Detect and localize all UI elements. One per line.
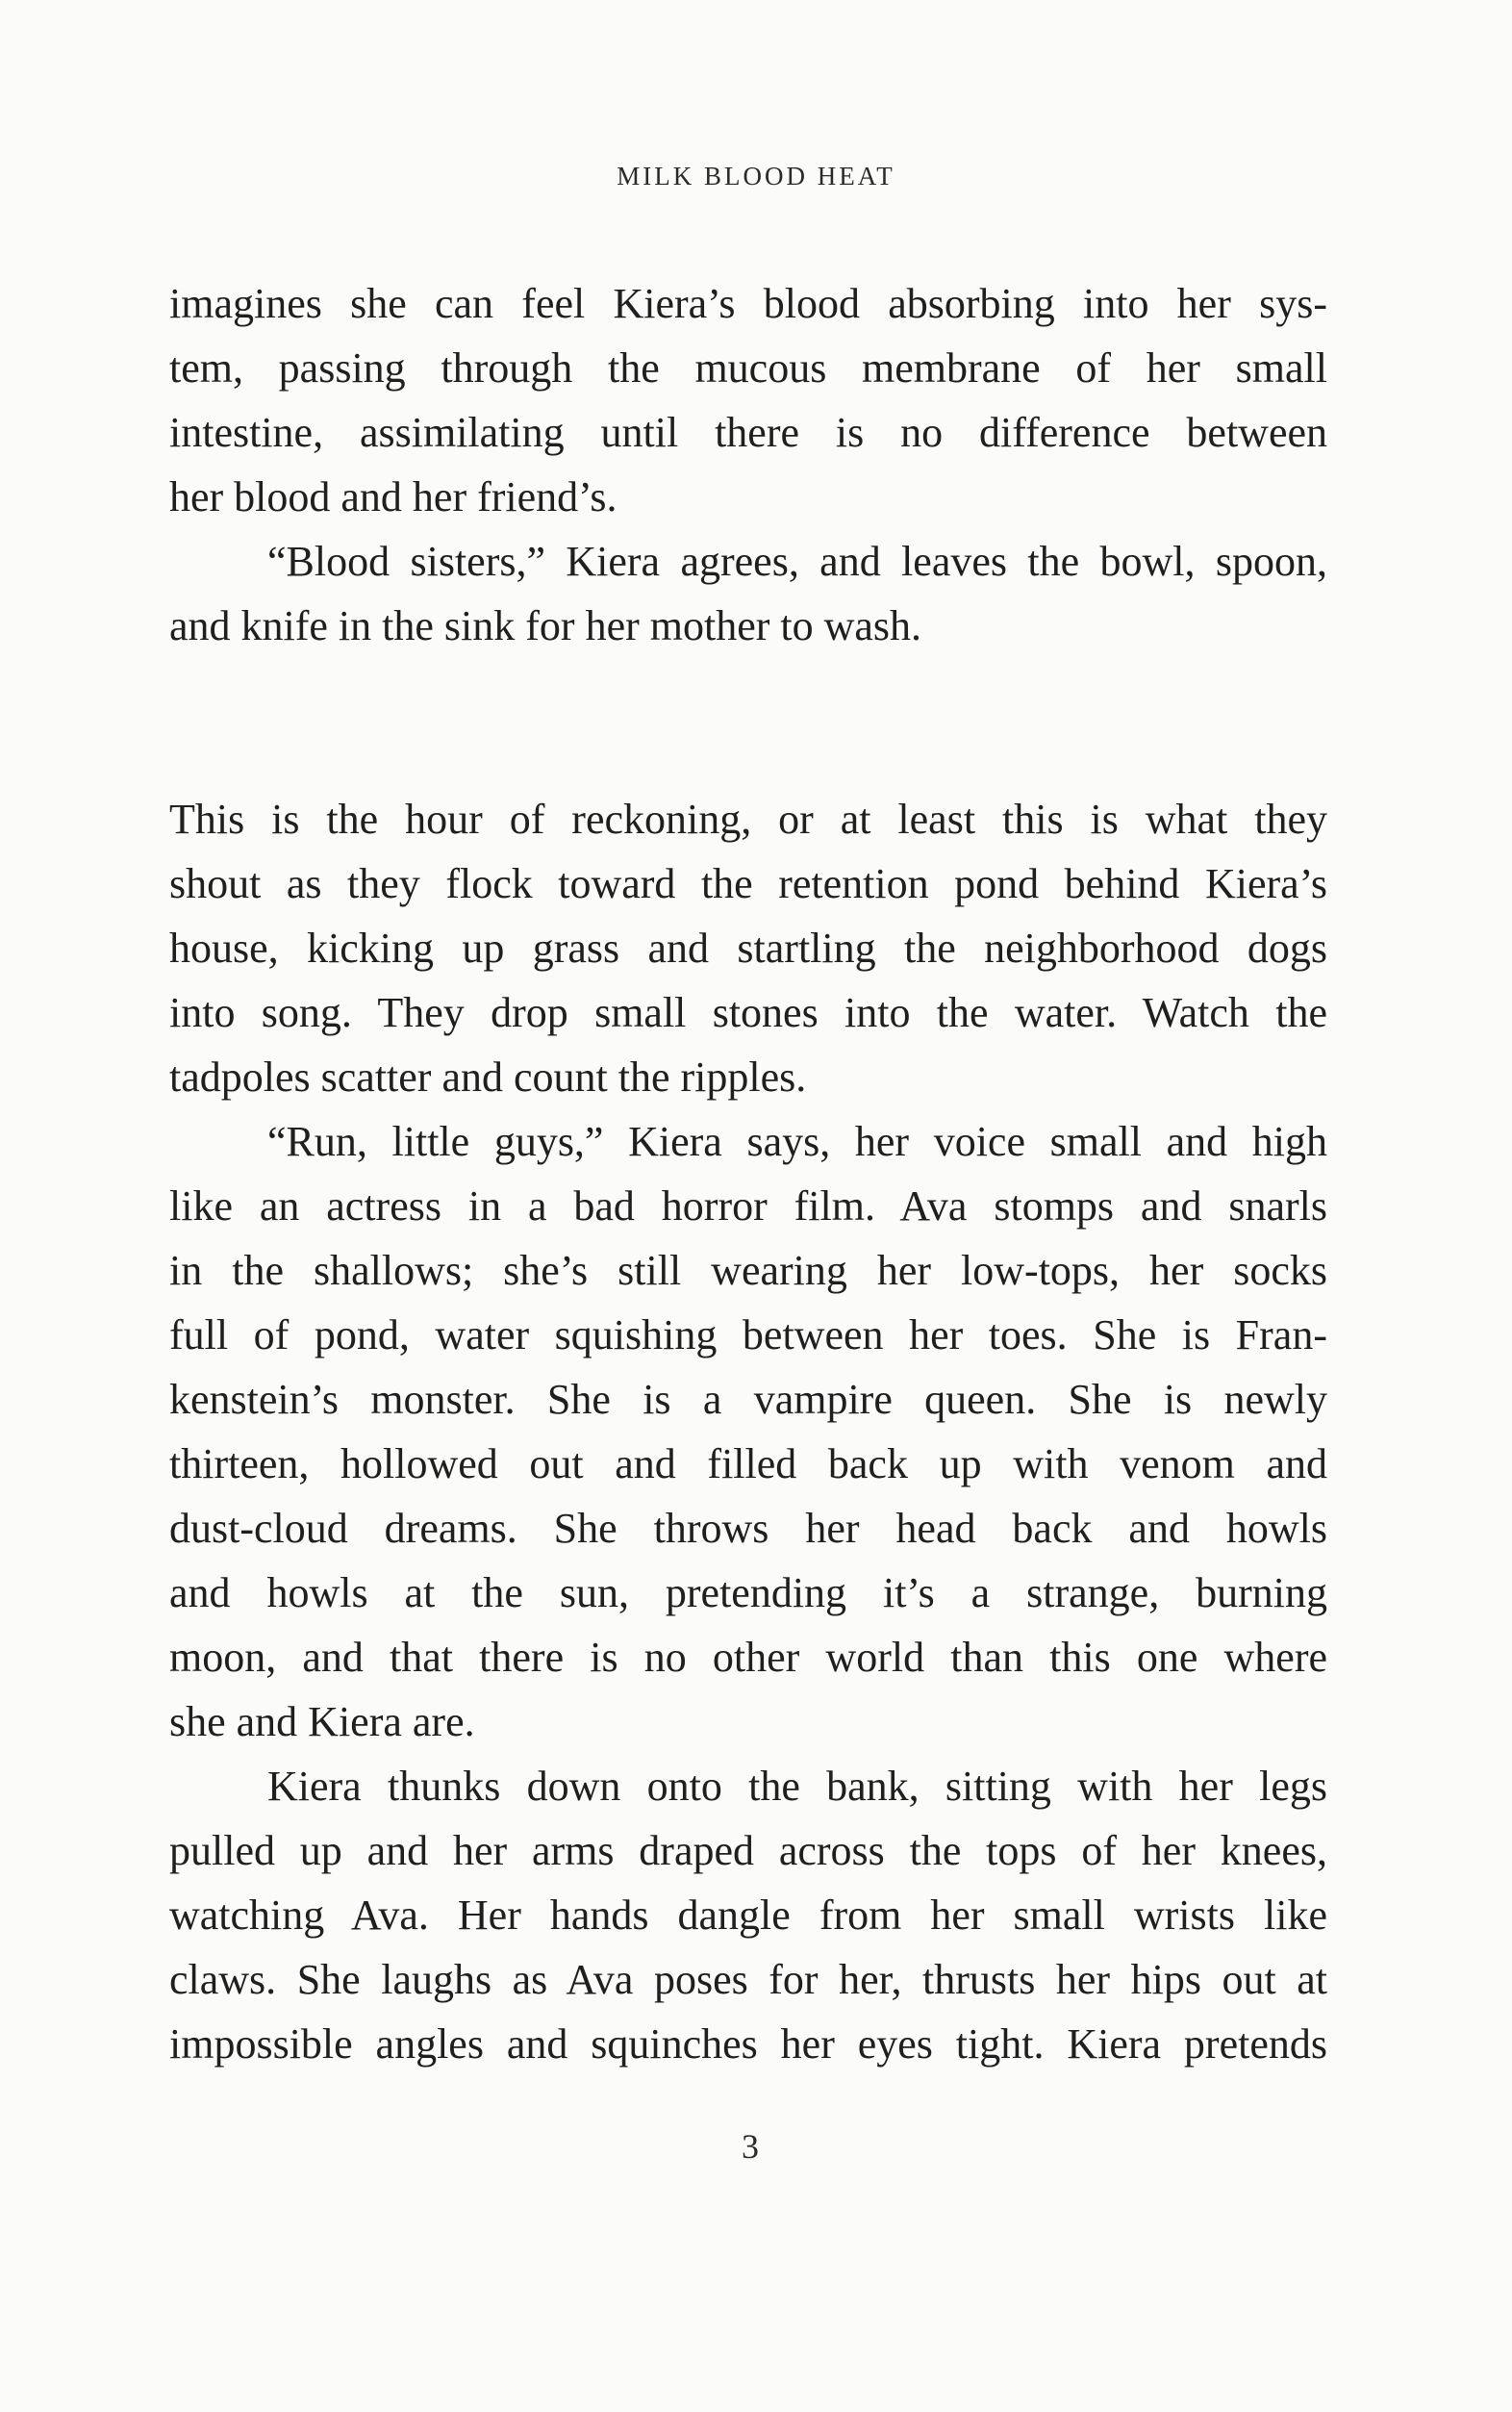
text-line: intestine, assimilating until there is no difference between [169, 409, 1327, 456]
text-line: into song. They drop small stones into the water. Watch the [169, 989, 1327, 1036]
section-one [169, 271, 1327, 658]
paragraph [169, 271, 1327, 529]
text-line: and knife in the sink for her mother to wash. [169, 602, 922, 649]
paragraph [169, 787, 1327, 1109]
text-line: moon, and that there is no other world than this one where [169, 1634, 1327, 1681]
text-line: tem, passing through the mucous membrane of her small [169, 344, 1327, 392]
paragraph [169, 529, 1327, 658]
text-line: full of pond, water squishing between her toes. She is Fran- [169, 1311, 1327, 1358]
text-line: house, kicking up grass and startling the neighborhood dogs [169, 925, 1327, 972]
text-line: like an actress in a bad horror film. Ava stomps and snarls [169, 1182, 1327, 1230]
text-line: “Blood sisters,” Kiera agrees, and leaves the bowl, spoon, [267, 538, 1327, 585]
text-line: kenstein’s monster. She is a vampire queen. She is newly [169, 1376, 1327, 1423]
text-line: Kiera thunks down onto the bank, sitting with her legs [267, 1763, 1327, 1810]
text-line: tadpoles scatter and count the ripples. [169, 1054, 807, 1101]
text-line: claws. She laughs as Ava poses for her, thrusts her hips out at [169, 1956, 1327, 2003]
text-line: pulled up and her arms draped across the tops of her knees, [169, 1827, 1327, 1874]
paragraph [169, 1109, 1327, 1754]
running-header: MILK BLOOD HEAT [617, 162, 895, 190]
text-line: imagines she can feel Kiera’s blood absorbing into her sys- [169, 280, 1327, 327]
text-line: and howls at the sun, pretending it’s a strange, burning [169, 1569, 1327, 1616]
text-line: shout as they flock toward the retention pond behind Kiera’s [169, 860, 1327, 907]
text-line: thirteen, hollowed out and filled back up with venom and [169, 1440, 1327, 1487]
text-line: watching Ava. Her hands dangle from her small wrists like [169, 1892, 1327, 1939]
text-line: dust-cloud dreams. She throws her head back and howls [169, 1505, 1327, 1552]
text-line: This is the hour of reckoning, or at least this is what they [169, 796, 1327, 843]
section-two [169, 787, 1327, 2076]
paragraph [169, 1754, 1327, 2076]
text-line: her blood and her friend’s. [169, 473, 617, 520]
text-line: impossible angles and squinches her eyes tight. Kiera pretends [169, 2020, 1327, 2068]
text-line: in the shallows; she’s still wearing her low-tops, her socks [169, 1247, 1327, 1294]
text-line: “Run, little guys,” Kiera says, her voice small and high [267, 1118, 1327, 1165]
text-line: she and Kiera are. [169, 1698, 475, 1745]
page-number: 3 [742, 2127, 759, 2166]
